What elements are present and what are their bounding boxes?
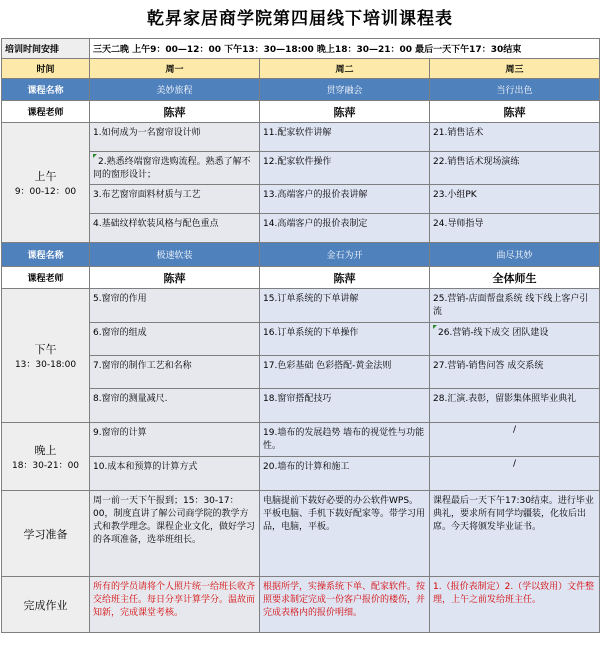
header-day3: 周三 — [430, 59, 600, 79]
morning-period-name: 上午 — [34, 170, 57, 183]
afternoon-teacher-row — [2, 267, 600, 289]
header-day2: 周二 — [260, 59, 430, 79]
afternoon-cell: 7.窗帘的制作工艺和名称 — [90, 356, 260, 389]
morning-cell: 22.销售话术现场演练 — [430, 152, 600, 185]
afternoon-course-1: 极速软装 — [90, 243, 260, 267]
morning-teacher-1: 陈萍 — [90, 101, 260, 123]
afternoon-period — [2, 289, 90, 423]
morning-teacher-label: 课程老师 — [2, 101, 90, 123]
preparation-label: 学习准备 — [2, 491, 90, 577]
afternoon-cell: 8.窗帘的测量减尺. — [90, 389, 260, 423]
morning-cell: 24.导师指导 — [430, 214, 600, 243]
morning-course-label: 课程名称 — [2, 79, 90, 101]
header-time: 时间 — [2, 59, 90, 79]
table-row — [2, 214, 600, 243]
preparation-cell: 电脑提前下载好必要的办公软件WPS。平板电脑、手机下载好配家等。带学习用品，电脑，平板。 — [260, 491, 430, 577]
morning-period — [2, 123, 90, 243]
morning-cell: 11.配家软件讲解 — [260, 123, 430, 152]
table-row — [2, 389, 600, 423]
course-table — [1, 38, 600, 633]
table-row — [2, 356, 600, 389]
morning-period-time: 9：00-12：00 — [14, 187, 77, 197]
morning-cell: 2.熟悉终端窗帘选购流程。熟悉了解不同的窗形设计； — [90, 152, 260, 185]
evening-period-time: 18：30-21：00 — [11, 461, 80, 471]
afternoon-cell: 28.汇演.表彰，留影集体照毕业典礼 — [430, 389, 600, 423]
afternoon-period-time: 13：30-18:00 — [14, 360, 77, 370]
afternoon-cell: 26.营销-线下成交 团队建设 — [430, 323, 600, 356]
evening-cell: 9.窗帘的计算 — [90, 423, 260, 457]
afternoon-cell: 25.营销-店面帮盘系统 线下线上客户引流 — [430, 289, 600, 323]
evening-cell: 20.墙布的计算和施工 — [260, 457, 430, 491]
afternoon-teacher-2: 陈萍 — [260, 267, 430, 289]
afternoon-cell: 27.营销-销售问答 成交系统 — [430, 356, 600, 389]
morning-teacher-2: 陈萍 — [260, 101, 430, 123]
homework-cell: 1.（报价表制定）2.（学以致用）文件整理，上午之前发给班主任。 — [430, 577, 600, 633]
afternoon-cell: 16.订单系统的下单操作 — [260, 323, 430, 356]
afternoon-teacher-3: 全体师生 — [430, 267, 600, 289]
morning-course-1: 美妙旅程 — [90, 79, 260, 101]
comment-marker-icon — [433, 325, 437, 329]
schedule-label: 培训时间安排 — [2, 39, 90, 59]
morning-teacher-3: 陈萍 — [430, 101, 600, 123]
homework-row — [2, 577, 600, 633]
morning-cell: 3.布艺窗帘面料材质与工艺 — [90, 185, 260, 214]
afternoon-cell: 15.订单系统的下单讲解 — [260, 289, 430, 323]
evening-cell: 10.成本和预算的计算方式 — [90, 457, 260, 491]
afternoon-course-3: 曲尽其妙 — [430, 243, 600, 267]
preparation-cell: 周一前一天下午报到；15：30-17：00，制度直讲了解公司商学院的教学方式和教学理念。课程企业文化，做好学习的各项准备，选举班组长。 — [90, 491, 260, 577]
afternoon-cell: 5.窗帘的作用 — [90, 289, 260, 323]
afternoon-cell: 6.窗帘的组成 — [90, 323, 260, 356]
table-row — [2, 423, 600, 457]
preparation-row — [2, 491, 600, 577]
page-title: 乾昇家居商学院第四届线下培训课程表 — [147, 9, 453, 29]
morning-course-row — [2, 79, 600, 101]
morning-cell: 1.如何成为一名窗帘设计师 — [90, 123, 260, 152]
evening-period — [2, 423, 90, 491]
table-row — [2, 323, 600, 356]
homework-cell: 根据所学，实操系统下单、配家软件。按照要求制定完成一份客户报价的楼伤，并完成表格内的报价明细。 — [260, 577, 430, 633]
morning-course-2: 贯穿融会 — [260, 79, 430, 101]
afternoon-course-label: 课程名称 — [2, 243, 90, 267]
evening-cell: 19.墙布的发展趋势 墙布的视觉性与功能性。 — [260, 423, 430, 457]
afternoon-course-row — [2, 243, 600, 267]
evening-cell: / — [430, 423, 600, 457]
homework-label: 完成作业 — [2, 577, 90, 633]
schedule-value: 三天二晚 上午9：00—12：00 下午13：30—18:00 晚上18：30—21：00 最后一天下午17：30结束 — [90, 39, 600, 59]
morning-teacher-row — [2, 101, 600, 123]
morning-cell: 12.配家软件操作 — [260, 152, 430, 185]
evening-cell: / — [430, 457, 600, 491]
header-day1: 周一 — [90, 59, 260, 79]
afternoon-course-2: 金石为开 — [260, 243, 430, 267]
table-row — [2, 289, 600, 323]
header-row — [2, 59, 600, 79]
table-row — [2, 457, 600, 491]
morning-cell: 4.基础纹样软装风格与配色重点 — [90, 214, 260, 243]
morning-cell: 21.销售话术 — [430, 123, 600, 152]
morning-course-3: 当行出色 — [430, 79, 600, 101]
table-row — [2, 123, 600, 152]
preparation-cell: 课程最后一天下午17:30结束。进行毕业典礼，要求所有同学均疆装，化妆后出席。今天将颁发毕业证书。 — [430, 491, 600, 577]
morning-cell: 14.高端客户的报价表制定 — [260, 214, 430, 243]
schedule-row — [2, 39, 600, 59]
table-row — [2, 152, 600, 185]
evening-period-name: 晚上 — [34, 444, 57, 457]
homework-cell: 所有的学员请将个人照片统一给班长收齐交给班主任。每日分享计算学分。温故而知新，完成课堂考核。 — [90, 577, 260, 633]
morning-cell: 23.小组PK — [430, 185, 600, 214]
table-row — [2, 185, 600, 214]
afternoon-teacher-label: 课程老师 — [2, 267, 90, 289]
morning-cell: 13.高端客户的报价表讲解 — [260, 185, 430, 214]
afternoon-cell: 18.窗帘搭配技巧 — [260, 389, 430, 423]
afternoon-period-name: 下午 — [34, 343, 57, 356]
afternoon-cell: 17.色彩基础 色彩搭配-黄金法则 — [260, 356, 430, 389]
comment-marker-icon — [93, 154, 97, 158]
afternoon-teacher-1: 陈萍 — [90, 267, 260, 289]
